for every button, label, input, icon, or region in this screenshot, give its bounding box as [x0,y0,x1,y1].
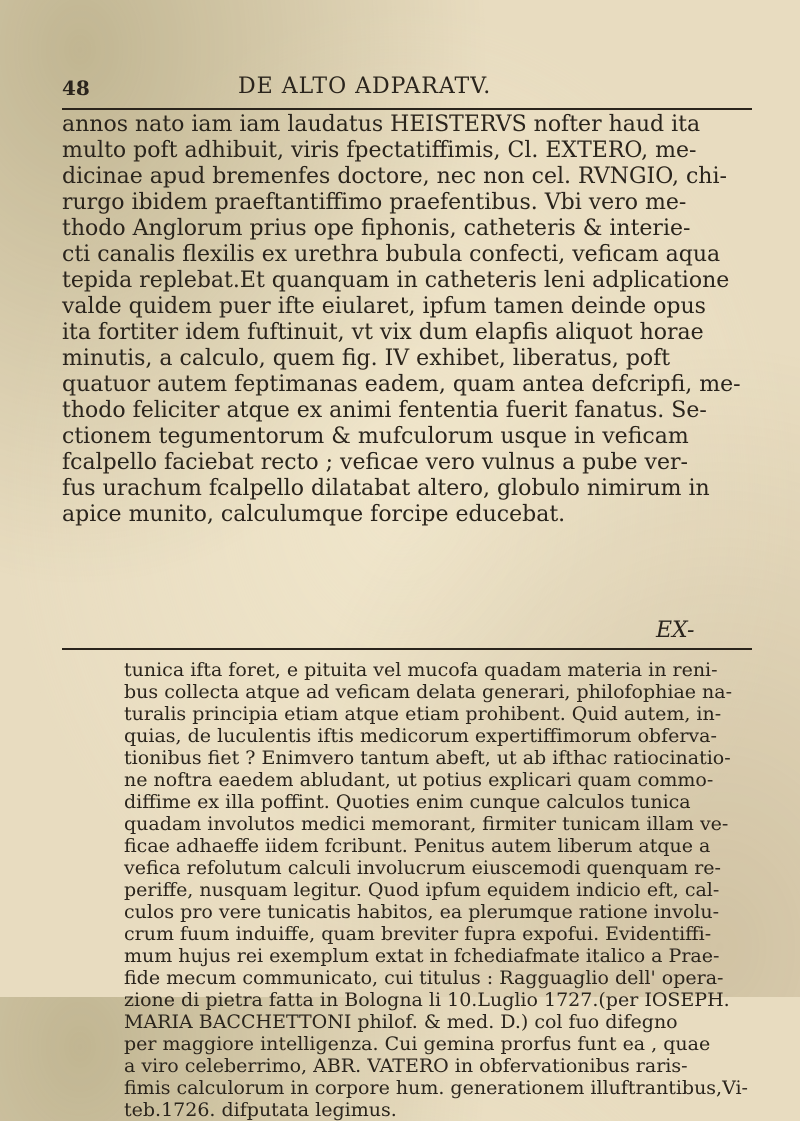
footnote-line: crum fuum induiffe, quam breviter fupra expofui. Evidentiffi- [124,923,712,945]
main-text-line: apice munito, calculumque forcipe educebat. [62,502,566,527]
main-text-line: quatuor autem feptimanas eadem, quam antea defcripfi, me- [62,372,741,397]
footnote-line: tunica ifta foret, e pituita vel mucofa quadam materia in reni- [124,659,718,681]
footnote-line: quadam involutos medici memorant, firmiter tunicam illam ve- [124,813,729,835]
footnote-line: turalis principia etiam atque etiam prohibent. Quid autem, in- [124,703,722,725]
main-text-line: ita fortiter idem fuftinuit, vt vix dum elapfis aliquot horae [62,320,704,345]
footnote-line: periffe, nusquam legitur. Quod ipfum equidem indicio eft, cal- [124,879,720,901]
footnote-line: culos pro vere tunicatis habitos, ea plerumque ratione involu- [124,901,720,923]
main-text-line: fcalpello faciebat recto ; veficae vero vulnus a pube ver- [62,450,688,475]
footnote-line: vefica refolutum calculi involucrum eiuscemodi quenquam re- [124,857,721,879]
main-text-line: multo poft adhibuit, viris fpectatiffimis, Cl. EXTERO, me- [62,138,697,163]
footnote-line: ficae adhaeffe iidem fcribunt. Penitus autem liberum atque a [124,835,711,857]
main-text-line: fus urachum fcalpello dilatabat altero, globulo nimirum in [62,476,710,501]
footnote-rule [62,648,752,650]
catchword: EX- [656,618,695,643]
footnote-line: a viro celeberrimo, ABR. VATERO in obfervationibus raris- [124,1055,688,1077]
footnote [124,659,764,1121]
running-head: DE ALTO ADPARATV. [238,74,492,99]
footnote-line: fimis calculorum in corpore hum. generationem illuftrantibus,Vi- [124,1077,748,1099]
main-text-line: dicinae apud bremenfes doctore, nec non cel. RVNGIO, chi- [62,164,727,189]
footnote-line: bus collecta atque ad veficam delata generari, philofophiae na- [124,681,733,703]
footnote-line: diffime ex illa poffint. Quoties enim cunque calculos tunica [124,791,691,813]
page-header [62,74,752,104]
footnote-line: teb.1726. difputata legimus. [124,1099,397,1121]
main-text-line: rurgo ibidem praeftantiffimo praefentibus. Vbi vero me- [62,190,687,215]
footnote-line: mum hujus rei exemplum extat in fchediafmate italico a Prae- [124,945,720,967]
main-text-line: ctionem tegumentorum & mufculorum usque in veficam [62,424,689,449]
main-text-line: annos nato iam iam laudatus HEISTERVS nofter haud ita [62,112,701,137]
footnote-line: MARIA BACCHETTONI philof. & med. D.) col fuo difegno [124,1011,678,1033]
footnote-line: zione di pietra fatta in Bologna li 10.Luglio 1727.(per IOSEPH. [124,989,730,1011]
main-text-line: thodo Anglorum prius ope fiphonis, catheteris & interie- [62,216,691,241]
main-text-line: thodo feliciter atque ex animi fententia fuerit fanatus. Se- [62,398,707,423]
main-text-line: minutis, a calculo, quem fig. IV exhibet, liberatus, poft [62,346,671,371]
main-text-line: valde quidem puer ifte eiularet, ipfum tamen deinde opus [62,294,706,319]
footnote-line: quias, de luculentis iftis medicorum expertiffimorum obferva- [124,725,717,747]
main-text [62,112,762,528]
main-text-line: cti canalis flexilis ex urethra bubula confecti, veficam aqua [62,242,721,267]
footnote-line: tionibus fiet ? Enimvero tantum abeft, ut ab ifthac ratiocinatio- [124,747,731,769]
page-number: 48 [62,76,90,100]
footnote-line: ne noftra eaedem abludant, ut potius explicari quam commo- [124,769,714,791]
footnote-line: per maggiore intelligenza. Cui gemina prorfus funt ea , quae [124,1033,711,1055]
main-text-line: tepida replebat.Et quanquam in catheteris leni adplicatione [62,268,730,293]
footnote-line: fide mecum communicato, cui titulus : Ragguaglio dell' opera- [124,967,724,989]
header-rule [62,108,752,110]
